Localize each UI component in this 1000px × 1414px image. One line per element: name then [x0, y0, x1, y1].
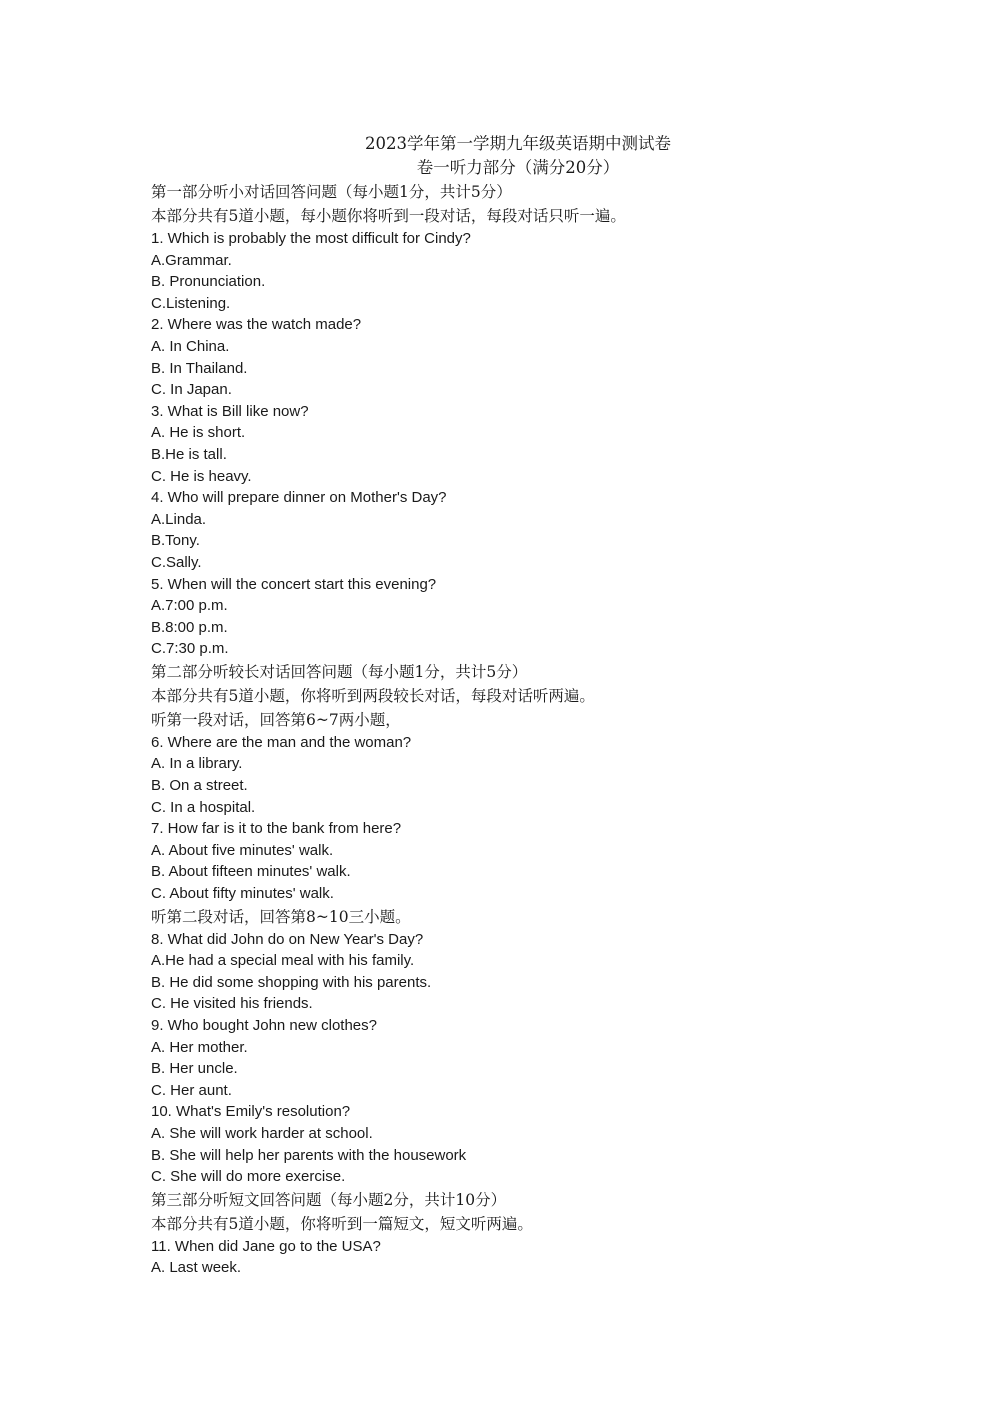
- section-instruction: 本部分共有5道小题，你将听到一篇短文，短文听两遍。: [151, 1214, 533, 1233]
- question: 10. What's Emily's resolution?: [151, 1103, 351, 1121]
- section-instruction: 本部分共有5道小题，你将听到两段较长对话，每段对话听两遍。: [151, 686, 595, 705]
- question: 5. When will the concert start this evening?: [151, 575, 437, 593]
- answer-option: A.He had a special meal with his family.: [151, 952, 415, 970]
- question: 8. What did John do on New Year's Day?: [151, 930, 424, 948]
- answer-option: A. In a library.: [151, 755, 243, 773]
- answer-option: A. Her mother.: [151, 1038, 248, 1056]
- question: 1. Which is probably the most difficult for Cindy?: [151, 230, 471, 247]
- answer-option: C.7:30 p.m.: [151, 640, 229, 658]
- exam-title: 2023学年第一学期九年级英语期中测试卷: [365, 134, 671, 153]
- section-instruction: 第二部分听较长对话回答问题（每小题1分，共计5分）: [151, 662, 528, 681]
- exam-subtitle: 卷一听力部分（满分20分）: [416, 158, 620, 177]
- answer-option: A. She will work harder at school.: [151, 1124, 373, 1142]
- answer-option: A.Linda.: [151, 510, 207, 528]
- exam-header: [0, 132, 1000, 180]
- section-instruction: 第三部分听短文回答问题（每小题2分，共计10分）: [151, 1190, 507, 1209]
- answer-option: C. In a hospital.: [151, 798, 256, 816]
- answer-option: C. In Japan.: [151, 381, 232, 399]
- question: 9. Who bought John new clothes?: [151, 1017, 377, 1034]
- answer-option: B.He is tall.: [151, 445, 227, 463]
- answer-option: B.Tony.: [151, 532, 200, 550]
- answer-option: B. On a street.: [151, 777, 248, 795]
- question: 4. Who will prepare dinner on Mother's Day?: [151, 489, 447, 507]
- question: 6. Where are the man and the woman?: [151, 733, 412, 751]
- answer-option: A. About five minutes' walk.: [151, 841, 334, 859]
- exam-body: [151, 180, 931, 1279]
- answer-option: A.Grammar.: [151, 251, 232, 269]
- answer-option: C.Listening.: [151, 294, 231, 312]
- answer-option: C. About fifty minutes' walk.: [151, 885, 334, 903]
- answer-option: C.Sally.: [151, 553, 202, 571]
- question: 7. How far is it to the bank from here?: [151, 820, 402, 838]
- answer-option: A. Last week.: [151, 1259, 242, 1277]
- question: 2. Where was the watch made?: [151, 316, 362, 334]
- answer-option: A.7:00 p.m.: [151, 597, 228, 615]
- answer-option: B.8:00 p.m.: [151, 618, 228, 636]
- section-instruction: 第一部分听小对话回答问题（每小题1分，共计5分）: [151, 183, 512, 201]
- section-instruction: 本部分共有5道小题，每小题你将听到一段对话，每段对话只听一遍。: [151, 207, 626, 225]
- answer-option: A. He is short.: [151, 424, 246, 442]
- answer-option: C. She will do more exercise.: [151, 1168, 346, 1186]
- section-instruction: 听第二段对话，回答第8~10三小题。: [151, 907, 411, 926]
- answer-option: C. He is heavy.: [151, 467, 252, 485]
- answer-option: B. In Thailand.: [151, 359, 248, 377]
- answer-option: B. He did some shopping with his parents.: [151, 973, 432, 991]
- answer-option: B. Her uncle.: [151, 1060, 238, 1078]
- answer-option: C. Her aunt.: [151, 1081, 232, 1099]
- section-instruction: 听第一段对话，回答第6~7两小题，: [151, 710, 401, 729]
- answer-option: C. He visited his friends.: [151, 995, 313, 1013]
- question: 3. What is Bill like now?: [151, 402, 309, 420]
- answer-option: B. Pronunciation.: [151, 273, 266, 291]
- question: 11. When did Jane go to the USA?: [151, 1237, 381, 1255]
- answer-option: B. She will help her parents with the housework: [151, 1146, 467, 1164]
- answer-option: A. In China.: [151, 337, 230, 355]
- answer-option: B. About fifteen minutes' walk.: [151, 863, 351, 881]
